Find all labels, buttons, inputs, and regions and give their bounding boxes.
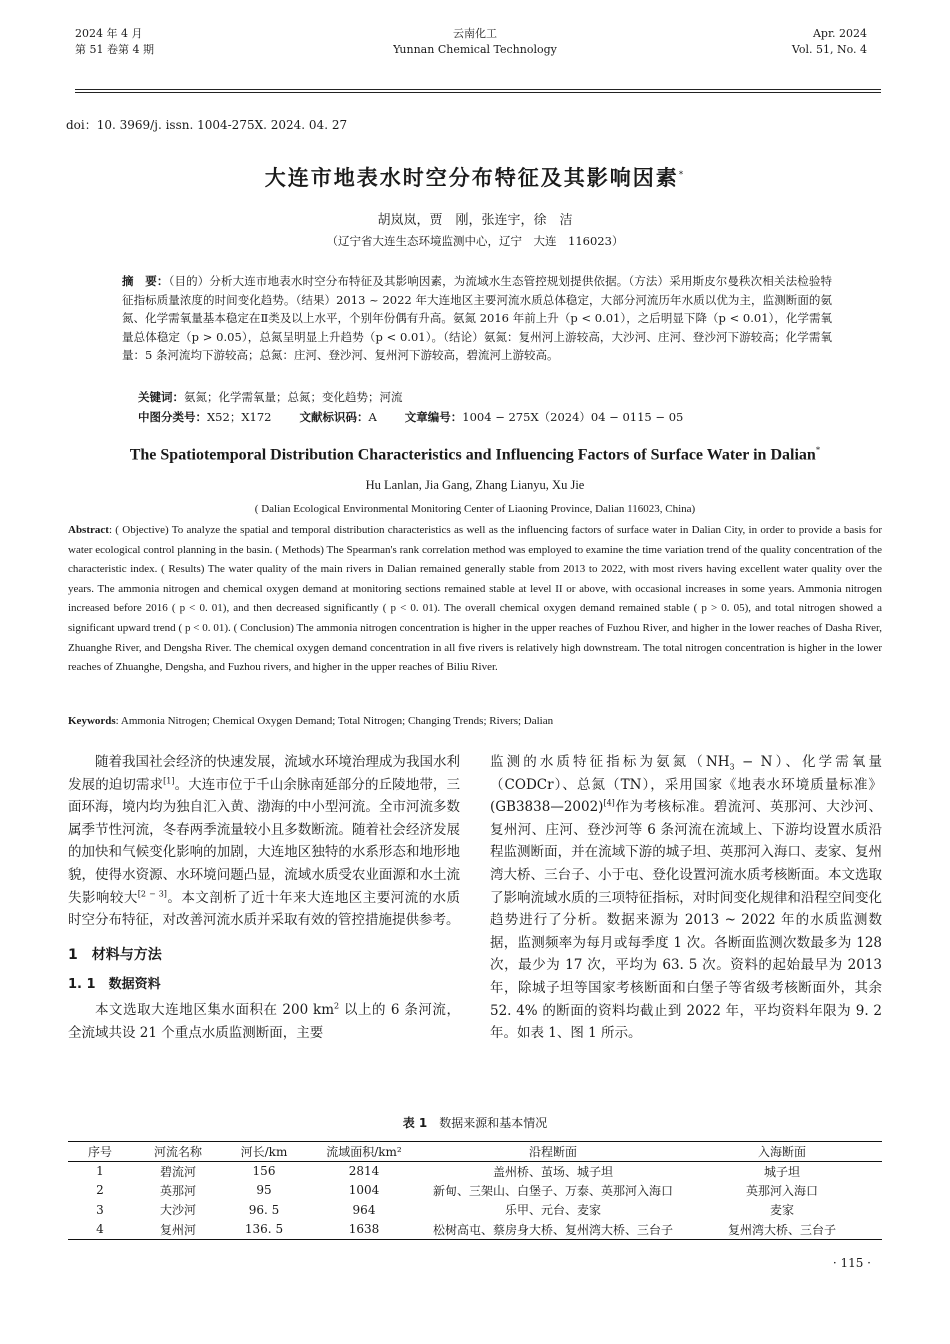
table-cell: 大沙河	[159, 1203, 196, 1218]
table-cell: 碧流河	[159, 1164, 196, 1179]
table-cell: 4	[96, 1222, 104, 1236]
title-en-text: The Spatiotemporal Distribution Characteristics and Influencing Factors of Surface Water in Dalian	[129, 446, 816, 464]
section-1-heading	[68, 944, 460, 967]
keywords-en-label: Keywords	[68, 715, 116, 727]
citation-4: [4]	[603, 798, 615, 808]
table-cell: 复州河	[159, 1222, 196, 1237]
header-right	[792, 26, 867, 58]
affiliation-cn: （辽宁省大连生态环境监测中心，辽宁 大连 116023）	[326, 234, 624, 248]
keywords-cn-label: 关键词：	[138, 390, 184, 404]
col-header-sections: 沿程断面	[528, 1144, 577, 1159]
table-header-row	[68, 1142, 882, 1162]
km-superscript: 2	[334, 1001, 340, 1011]
header-rule-top	[75, 89, 881, 90]
table-cell: 城子坦	[763, 1164, 800, 1179]
data-paragraph-continued	[490, 751, 882, 1045]
clc-label: 中图分类号：	[138, 410, 207, 424]
table-row	[68, 1200, 882, 1220]
data-paragraph	[68, 999, 460, 1044]
abstract-en	[68, 521, 882, 678]
title-cn-text: 大连市地表水时空分布特征及其影响因素	[264, 166, 679, 190]
table-cell: 1	[96, 1164, 104, 1178]
section-1-1-title: 数据资料	[108, 977, 161, 993]
table-1-label: 表 1	[402, 1116, 428, 1130]
authors-cn: 胡岚岚，贾 刚，张连宇，徐 洁	[377, 213, 573, 228]
title-en-footnote-mark: *	[815, 445, 821, 455]
article-no-value: 1004 − 275X（2024）04 − 0115 − 05	[462, 410, 684, 424]
data-text-1: 本文选取大连地区集水面积在 200 km	[95, 1001, 335, 1018]
col-header-area: 流域面积/km²	[326, 1144, 402, 1159]
table-1-caption	[0, 1114, 950, 1131]
citation-1: [1]	[163, 776, 175, 786]
section-1-1-number: 1. 1	[68, 977, 96, 993]
page-number: · 115 ·	[832, 1256, 871, 1270]
table-cell: 3	[96, 1202, 104, 1217]
intro-paragraph	[68, 751, 460, 932]
table-cell: 96. 5	[248, 1202, 280, 1217]
abstract-cn-text: （目的）分析大连市地表水时空分布特征及其影响因素，为流域水生态管控规划提供依据。（方法）采用斯皮尔曼秩次相关法检验特征指标质量浓度的时间变化趋势。（结果）2013 ~ 2022 年大连地区主要河流水质总体稳定，大部分河流历年水质以优为主，监测断面的氨氮、化学需氧量基本稳定在Ⅱ类及以上水平，个别年份偶有升高。氨氮 2016 年前上升（p < 0.01），之后明显下降（p < 0.01），化学需氧量总体稳定（p > 0.05），总氮呈明显上升趋势（p < 0.01）。（结论）氨氮：复州河上游较高，大沙河、庄河、登沙河下游较高；化学需氧量：5 条河流均下游较高；总氮：庄河、登沙河、复州河下游较高，碧流河上游较高。	[122, 274, 832, 362]
table-cell: 156	[252, 1164, 276, 1178]
col-header-outlet: 入海断面	[757, 1144, 806, 1159]
section-1-title: 材料与方法	[91, 946, 162, 963]
table-1	[68, 1141, 882, 1240]
right-text-2: − N）、化学需氧量（CODCr）、总氮（TN），采用国家《地表水环境质量标准》(GB3838—2002)	[490, 754, 882, 816]
data-text-2: 以上的 6 条河流，全流域共设 21 个重点水质监测断面，主要	[68, 1001, 460, 1041]
table-cell: 2	[96, 1183, 104, 1198]
doc-code-label: 文献标识码：	[299, 410, 369, 424]
abstract-en-text: : ( Objective) To analyze the spatial and temporal distribution characteristics as well as the influencing factors of surface water in Dalian City, in order to provide a basis for water ecological control planning in the basin. ( Methods) The Spearman's rank correlation method was employed to examine the time variation trend of the quality concentration of the characteristic index. ( Results) The water quality of the main rivers in Dalian remained generally stable from 2013 to 2022, with most rivers having excellent water quality over the years. The ammonia nitrogen and chemical oxygen demand at monitoring sections remained stable at level II or above, with occasional increases in some years. Ammonia nitrogen increased before 2016 ( p < 0. 01), and then decreased significantly ( p < 0. 01). The overall chemical oxygen demand remained stable ( p > 0. 05), and total nitrogen showed a significant upward trend ( p < 0. 01). ( Conclusion) The ammonia nitrogen concentration is higher in the upper reaches of Fuzhou River, and higher in the lower reaches of Dasha River, Zhuanghe River, and Dengsha River. The chemical oxygen demand concentration in all five rivers is relatively high downstream. The total nitrogen concentration is higher in the lower reaches of Zhuanghe, Dengsha, and Fuzhou rivers, and higher in the upper reaches of Biliu River.	[68, 524, 882, 674]
table-cell: 麦家	[769, 1203, 794, 1218]
table-cell: 松树高屯、蔡房身大桥、复州湾大桥、三台子	[432, 1222, 673, 1237]
header-volume-cn: 第 51 卷第 4 期	[75, 43, 154, 56]
doc-code-value: A	[368, 410, 377, 424]
nh3-subscript: 3	[729, 762, 735, 772]
doi: doi：10. 3969/j. issn. 1004-275X. 2024. 04. 27	[66, 118, 348, 132]
section-1-1-heading	[68, 974, 460, 997]
table-row	[68, 1220, 882, 1240]
table-cell: 1638	[348, 1222, 380, 1236]
table-1-title: 数据来源和基本情况	[439, 1116, 548, 1130]
table-cell: 英那河	[159, 1183, 196, 1198]
header-rule-bottom	[75, 92, 881, 93]
header-date-en: Apr. 2024	[812, 27, 867, 40]
right-text-1: 监测的水质特征指标为氨氮（NH	[490, 754, 730, 770]
keywords-cn-text: 氨氮；化学需氧量；总氮；变化趋势；河流	[184, 390, 403, 404]
abstract-en-label: Abstract	[68, 524, 109, 536]
keywords-en-text: : Ammonia Nitrogen; Chemical Oxygen Demand; Total Nitrogen; Changing Trends; Rivers; Dalian	[115, 715, 554, 727]
intro-text-3: 。本文剖析了近十年来大连地区主要河流的水质时空分布特征，对改善河流水质并采取有效的管控措施提供参考。	[68, 889, 461, 929]
citation-2-3: [2 − 3]	[137, 889, 167, 899]
paper-title-cn	[0, 162, 950, 192]
paper-title-en	[0, 445, 950, 464]
affiliation-en: ( Dalian Ecological Environmental Monitoring Center of Liaoning Province, Dalian 116023, China)	[254, 503, 696, 515]
col-header-index: 序号	[87, 1144, 112, 1159]
table-cell: 964	[352, 1202, 376, 1217]
table-cell: 英那河入海口	[745, 1183, 818, 1198]
right-text-3: 作为考核标准。碧流河、英那河、大沙河、复州河、庄河、登沙河等 6 条河流在流域上、下游均设置水质沿程监测断面，并在流域下游的城子坦、英那河入海口、麦家、复州湾大桥、三台子、小于屯、登化设置河流水质考核断面。本文选取了影响流域水质的三项特征指标，对时间变化规律和沿程空间变化趋势进行了分析。数据来源为 2013 ~ 2022 年的水质监测数据，监测频率为每月或每季度 1 次。各断面监测次数最多为 128 次，最少为 17 次，平均为 63. 5 次。资料的起始最早为 2013 年，除城子坦等国家考核断面和白堡子等省级考核断面外，其余 52. 4% 的断面的资料均截止到 2022 年，平均资料年限为 9. 2 年。如表 1、图 1 所示。	[490, 799, 882, 1042]
authors-en: Hu Lanlan, Jia Gang, Zhang Lianyu, Xu Jie	[365, 478, 585, 492]
journal-name-en: Yunnan Chemical Technology	[393, 43, 557, 56]
header-date-cn: 2024 年 4 月	[75, 27, 143, 40]
classification-line	[138, 408, 683, 426]
body-column-right	[490, 751, 882, 1045]
clc-value: X52；X172	[207, 410, 272, 424]
table-cell: 136. 5	[244, 1222, 284, 1236]
abstract-cn	[122, 272, 832, 365]
table-cell: 盖州桥、茧场、城子坦	[492, 1164, 613, 1179]
table-cell: 1004	[348, 1183, 380, 1198]
table-row	[68, 1161, 882, 1181]
col-header-length: 河长/km	[240, 1144, 288, 1159]
article-no-label: 文章编号：	[404, 410, 463, 424]
journal-name-cn: 云南化工	[453, 27, 497, 40]
title-footnote-mark: *	[678, 170, 686, 180]
intro-text-1: 随着我国社会经济的快速发展，流域水环境治理成为我国水利发展的迫切需求	[68, 754, 460, 793]
abstract-cn-label: 摘 要：	[122, 274, 169, 288]
body-column-left	[68, 751, 460, 1044]
keywords-cn	[138, 388, 403, 406]
keywords-en	[68, 715, 882, 727]
table-row	[68, 1181, 882, 1201]
table-cell: 2814	[348, 1164, 380, 1178]
table-cell: 95	[256, 1183, 272, 1198]
header-volume-en: Vol. 51, No. 4	[791, 43, 867, 56]
table-cell: 复州湾大桥、三台子	[727, 1222, 836, 1237]
col-header-river: 河流名称	[153, 1144, 202, 1159]
table-cell: 乐甲、元台、麦家	[504, 1203, 601, 1218]
intro-text-2: 。大连市位于千山余脉南延部分的丘陵地带，三面环海，境内均为独自汇入黄、渤海的中小型河流。全市河流多数属季节性河流，冬春两季流量较小且多数断流。随着社会经济发展的加快和气候变化影响的加剧，大连地区独特的水系形态和地形地貌，使得水资源、水环境问题凸显，流域水质受农业面源和水土流失影响较大	[68, 776, 461, 906]
section-1-number: 1	[68, 946, 78, 963]
table-cell: 新甸、三架山、白堡子、万泰、英那河入海口	[432, 1183, 673, 1198]
